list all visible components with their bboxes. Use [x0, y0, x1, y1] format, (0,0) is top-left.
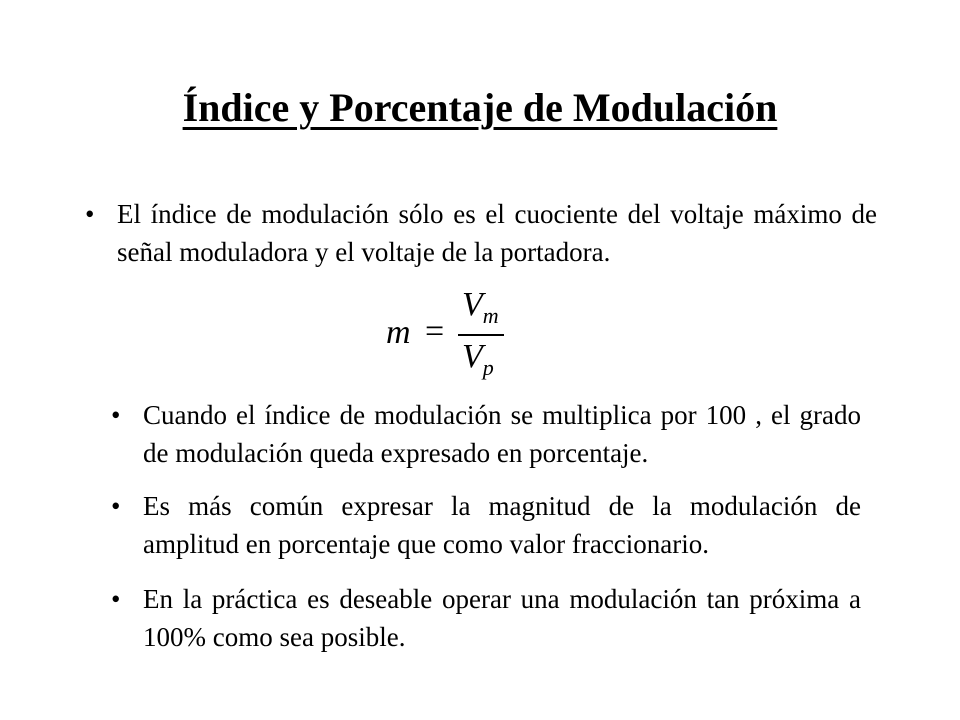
- denominator-sub: p: [482, 355, 494, 380]
- numerator-sub: m: [482, 303, 499, 328]
- formula-lhs: m: [386, 314, 411, 351]
- bullet-text: Cuando el índice de modulación se multiplica por 100 , el grado de modulación queda expresado en porcentaje.: [143, 400, 861, 468]
- formula-numerator: [462, 286, 499, 328]
- bullet-text: El índice de modulación sólo es el cuociente del voltaje máximo de señal moduladora y el voltaje de la portadora.: [117, 199, 877, 267]
- formula-equals: =: [425, 313, 445, 350]
- bullet-item: [111, 396, 861, 472]
- bullet-text: Es más común expresar la magnitud de la modulación de amplitud en porcentaje que como valor fraccionario.: [143, 491, 861, 559]
- numerator-var: V: [462, 286, 483, 323]
- denominator-var: V: [462, 338, 483, 375]
- bullet-item: [85, 195, 877, 271]
- fraction-bar: [458, 334, 504, 336]
- bullet-dot: •: [111, 400, 121, 430]
- bullet-item: [111, 487, 861, 563]
- bullet-dot: •: [111, 491, 121, 521]
- bullet-dot: •: [85, 199, 95, 229]
- bullet-dot: •: [111, 584, 121, 614]
- bullet-item: [111, 580, 861, 656]
- formula-denominator: [462, 338, 494, 380]
- slide-title: Índice y Porcentaje de Modulación: [182, 85, 778, 130]
- bullet-text: En la práctica es deseable operar una modulación tan próxima a 100% como sea posible.: [143, 584, 861, 652]
- modulation-index-formula: [380, 286, 520, 382]
